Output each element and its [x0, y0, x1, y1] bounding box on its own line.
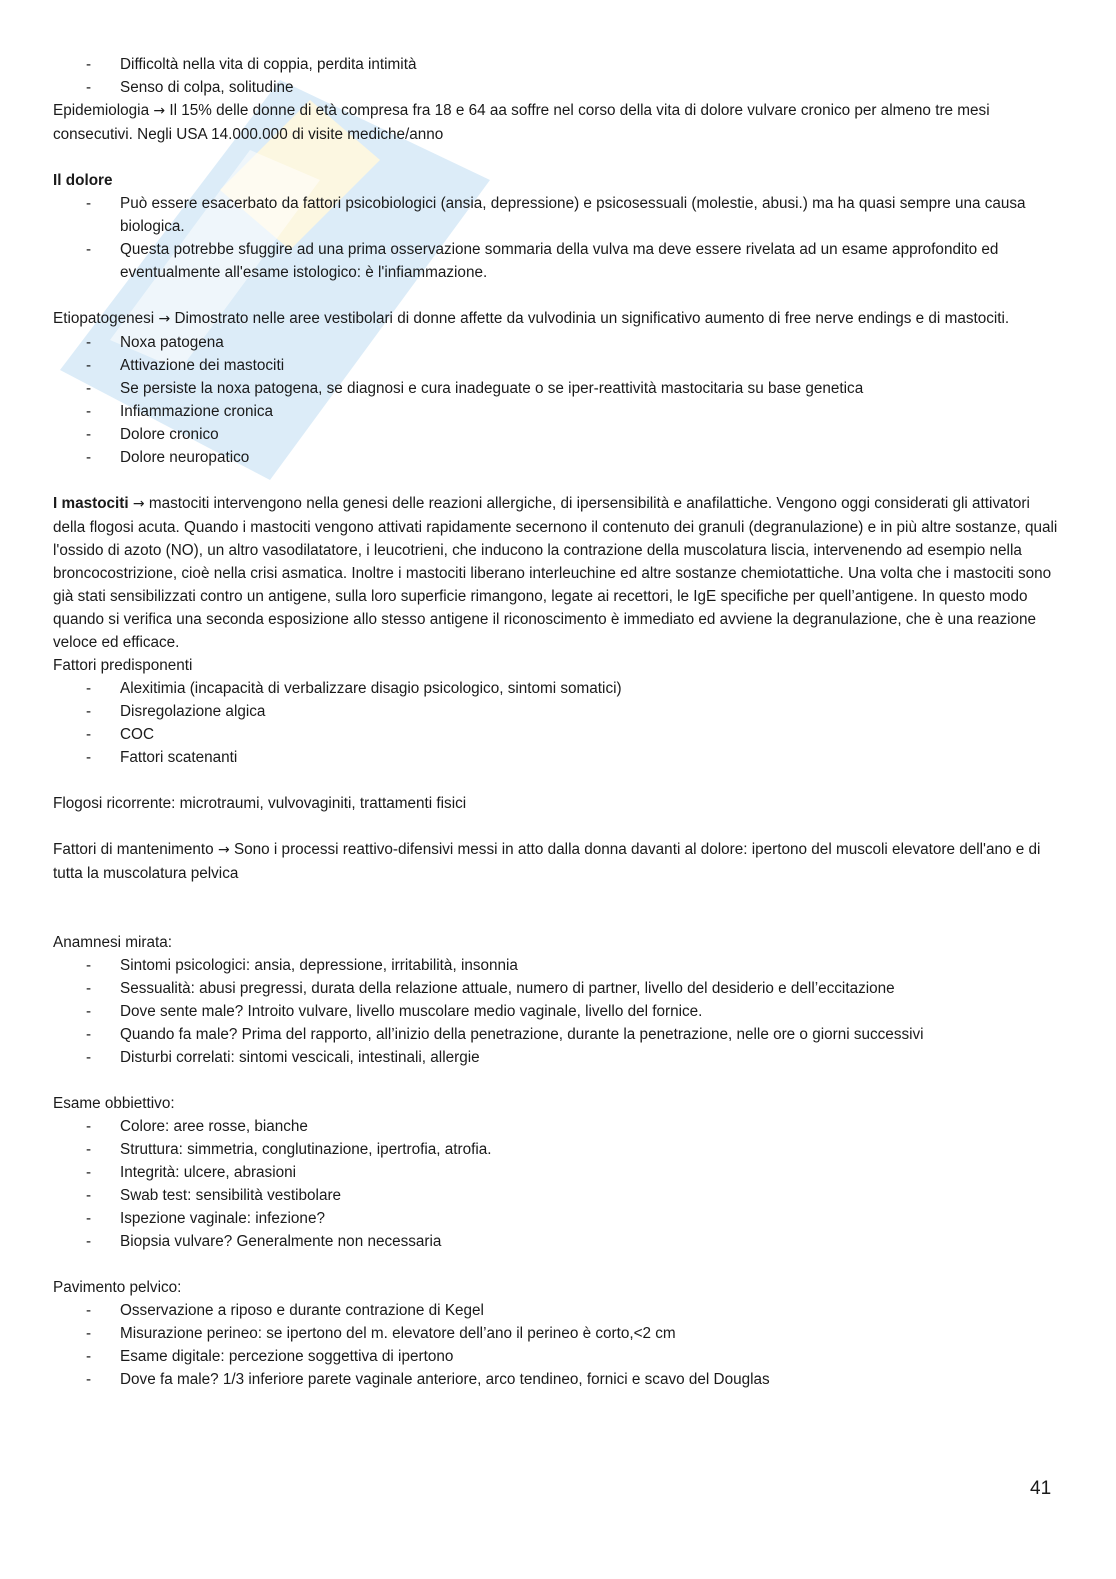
- epidemiology-text: Il 15% delle donne di età compresa fra 18 e 64 aa soffre nel corso della vita di dolore vulvare cronico per almeno tre mesi consecutivi. Negli USA 14.000.000 di visite mediche/anno: [53, 102, 990, 143]
- page-number: 41: [1030, 1478, 1052, 1499]
- list-item: - Osservazione a riposo e durante contrazione di Kegel: [53, 1299, 1061, 1322]
- list-item: - Esame digitale: percezione soggettiva di ipertono: [53, 1345, 1061, 1368]
- list-item: - COC: [53, 723, 1061, 746]
- epidemiology-label: Epidemiologia: [53, 102, 150, 119]
- epidemiology-paragraph: [53, 99, 1061, 146]
- document-page: [53, 53, 1061, 1391]
- mantenimento-paragraph: [53, 838, 1061, 885]
- list-item: - Noxa patogena: [53, 331, 1061, 354]
- list-item: - Se persiste la noxa patogena, se diagnosi e cura inadeguate o se iper-reattività mastocitaria su base genetica: [53, 377, 1061, 400]
- arrow-right-icon: →: [153, 103, 166, 119]
- mantenimento-label: Fattori di mantenimento: [53, 841, 214, 858]
- list-item: - Infiammazione cronica: [53, 400, 1061, 423]
- list-item: - Misurazione perineo: se ipertono del m. elevatore dell’ano il perineo è corto,<2 cm: [53, 1322, 1061, 1345]
- dolore-heading: Il dolore: [53, 172, 113, 189]
- list-item: - Può essere esacerbato da fattori psicobiologici (ansia, depressione) e psicosessuali (molestie, abusi.) ma ha quasi sempre una causa biologica.: [53, 192, 1061, 238]
- list-item: - Dove sente male? Introito vulvare, livello muscolare medio vaginale, livello del fornice.: [53, 1000, 1061, 1023]
- etiopatogenesi-list: [53, 331, 1061, 469]
- list-item: - Disturbi correlati: sintomi vescicali, intestinali, allergie: [53, 1046, 1061, 1069]
- list-item: - Senso di colpa, solitudine: [53, 76, 1061, 99]
- list-item: - Swab test: sensibilità vestibolare: [53, 1184, 1061, 1207]
- mantenimento-text: Sono i processi reattivo-difensivi messi in atto dalla donna davanti al dolore: ipertono del muscoli elevatore dell'ano e di tutta la muscolatura pelvica: [53, 841, 1041, 882]
- list-item: - Struttura: simmetria, conglutinazione, ipertrofia, atrofia.: [53, 1138, 1061, 1161]
- list-item: - Fattori scatenanti: [53, 746, 1061, 769]
- fattori-predisponenti-label: Fattori predisponenti: [53, 657, 193, 674]
- list-item: - Dolore neuropatico: [53, 446, 1061, 469]
- top-list: [53, 53, 1061, 99]
- esame-label: Esame obbiettivo:: [53, 1095, 175, 1112]
- dolore-list: [53, 192, 1061, 284]
- mastociti-paragraph: [53, 492, 1061, 654]
- list-item: - Alexitimia (incapacità di verbalizzare disagio psicologico, sintomi somatici): [53, 677, 1061, 700]
- mastociti-text: mastociti intervengono nella genesi delle reazioni allergiche, di ipersensibilità e anafilattiche. Vengono oggi considerati gli attivatori della flogosi acuta. Quando i mastociti vengono attivati rapidamente secernono il contenuto dei granuli (degranulazione) e in più altre sostanze, quali l'ossido di azoto (NO), un altro vasodilatatore, i leucotrieni, che inducono la contrazione della muscolatura liscia, intervenendo ad esempio nella broncocostrizione, cioè nella crisi asmatica. Inoltre i mastociti liberano interleuchine ed altre sostanze chemiotattiche. Una volta che i mastociti sono già stati sensibilizzati contro un antigene, sulla loro superficie rimangono, legate ai recettori, le IgE specifiche per quell’antigene. In questo modo quando si verifica una seconda esposizione allo stesso antigene il riconoscimento è immediato ed avviene la degranulazione, che è una reazione veloce ed efficace.: [53, 495, 1058, 651]
- arrow-right-icon: →: [158, 311, 171, 327]
- list-item: - Dove fa male? 1/3 inferiore parete vaginale anteriore, arco tendineo, fornici e scavo del Douglas: [53, 1368, 1061, 1391]
- list-item: - Ispezione vaginale: infezione?: [53, 1207, 1061, 1230]
- list-item: - Difficoltà nella vita di coppia, perdita intimità: [53, 53, 1061, 76]
- arrow-right-icon: →: [217, 842, 230, 858]
- anamnesi-list: [53, 954, 1061, 1069]
- list-item: - Colore: aree rosse, bianche: [53, 1115, 1061, 1138]
- fattori-predisponenti-list: [53, 677, 1061, 769]
- flogosi-paragraph: Flogosi ricorrente: microtraumi, vulvovaginiti, trattamenti fisici: [53, 795, 467, 812]
- arrow-right-icon: →: [132, 496, 145, 512]
- pavimento-list: [53, 1299, 1061, 1391]
- list-item: - Quando fa male? Prima del rapporto, all’inizio della penetrazione, durante la penetrazione, nelle ore o giorni successivi: [53, 1023, 1061, 1046]
- pavimento-label: Pavimento pelvico:: [53, 1279, 182, 1296]
- list-item: - Biopsia vulvare? Generalmente non necessaria: [53, 1230, 1061, 1253]
- list-item: - Dolore cronico: [53, 423, 1061, 446]
- list-item: - Attivazione dei mastociti: [53, 354, 1061, 377]
- list-item: - Integrità: ulcere, abrasioni: [53, 1161, 1061, 1184]
- list-item: - Disregolazione algica: [53, 700, 1061, 723]
- list-item: - Sessualità: abusi pregressi, durata della relazione attuale, numero di partner, livello del desiderio e dell’eccitazione: [53, 977, 1061, 1000]
- etiopatogenesi-label: Etiopatogenesi: [53, 310, 155, 327]
- list-item: - Sintomi psicologici: ansia, depressione, irritabilità, insonnia: [53, 954, 1061, 977]
- etiopatogenesi-paragraph: [53, 307, 1061, 331]
- anamnesi-label: Anamnesi mirata:: [53, 934, 173, 951]
- mastociti-heading: I mastociti: [53, 495, 129, 512]
- list-item: - Questa potrebbe sfuggire ad una prima osservazione sommaria della vulva ma deve essere rivelata ad un esame approfondito ed eventualmente all'esame istologico: è l'infiammazione.: [53, 238, 1061, 284]
- esame-list: [53, 1115, 1061, 1253]
- etiopatogenesi-text: Dimostrato nelle aree vestibolari di donne affette da vulvodinia un significativo aumento di free nerve endings e di mastociti.: [174, 310, 1010, 327]
